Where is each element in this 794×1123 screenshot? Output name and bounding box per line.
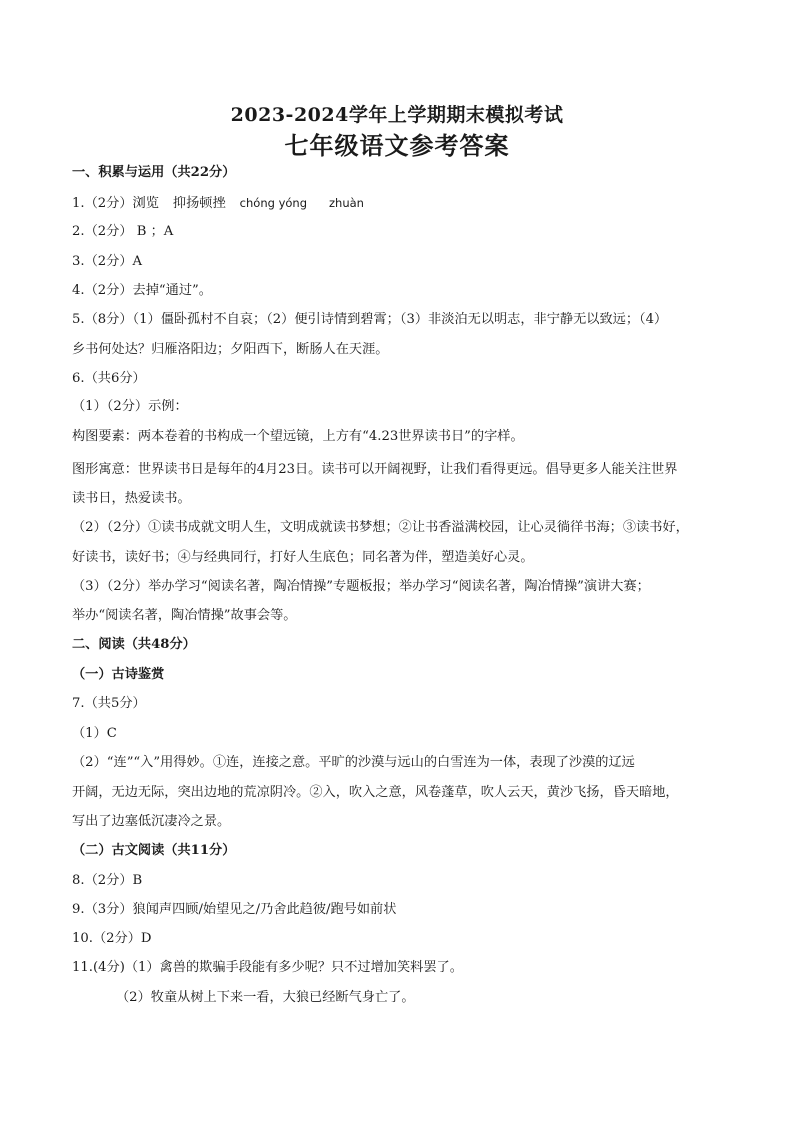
subsection-heading-poetry: （一）古诗鉴赏	[72, 667, 165, 682]
answer-q7: 7.（共5分）	[72, 696, 146, 711]
answer-q1	[72, 194, 732, 213]
answer-q5-line1: 5.（8分）（1）僵卧孤村不自哀；（2）便引诗情到碧霄；（3）非淡泊无以明志，非宁静无以致远；（4）	[72, 312, 668, 327]
answer-q1-pinyin1: chóng yóng	[239, 196, 307, 210]
answer-q6-1-meaning-line1: 图形寓意：世界读书日是每年的4月23日。读书可以开阔视野，让我们看得更远。倡导更多人能关注世界	[72, 462, 678, 477]
answer-q7-1: （1）C	[72, 726, 117, 741]
answer-q11-line2: （2）牧童从树上下来一看，大狼已经断气身亡了。	[116, 990, 415, 1005]
answer-q1-pinyin2: zhuàn	[329, 196, 364, 210]
answer-q10: 10.（2分）D	[72, 931, 152, 946]
section-heading-1: 一、积累与运用（共22分）	[72, 165, 236, 180]
answer-q9: 9.（3分）狼闻声四顾/始望见之/乃舍此趋彼/跑号如前状	[72, 902, 397, 917]
answer-q6-3-line1: （3）（2分）举办学习“阅读名著，陶冶情操”专题板报；举办学习“阅读名著，陶冶情操”演讲大赛；	[72, 579, 650, 594]
section-heading-2: 二、阅读（共48分）	[72, 637, 196, 652]
answer-q6-3-line2: 举办“阅读名著，陶冶情操”故事会等。	[72, 608, 297, 623]
answer-q7-2-line1: （2）“连”“入”用得妙。①连，连接之意。平旷的沙漠与远山的白雪连为一体，表现了沙漠的辽远	[72, 755, 635, 770]
answer-q6-1-meaning-line2: 读书日，热爱读书。	[72, 491, 191, 506]
answer-q6-1: （1）（2分）示例：	[72, 399, 188, 414]
answer-q6-2-line2: 好读书，读好书；④与经典同行，打好人生底色；同名著为伴，塑造美好心灵。	[72, 550, 534, 565]
answer-q8: 8.（2分）B	[72, 873, 143, 888]
answer-q6-2-line1: （2）（2分）①读书成就文明人生，文明成就读书梦想；②让书香溢满校园，让心灵徜徉书海；③读书好，	[72, 520, 689, 535]
document-title: 2023-2024学年上学期期末模拟考试	[230, 104, 564, 126]
answer-q6: 6.（共6分）	[72, 371, 146, 386]
answer-q5-line2: 乡书何处达？归雁洛阳边；夕阳西下，断肠人在天涯。	[72, 342, 389, 357]
answer-q1-word2: 抑扬顿挫	[172, 196, 226, 211]
answer-q11-line1: 11.(4分)（1）禽兽的欺骗手段能有多少呢？只不过增加笑料罢了。	[72, 960, 463, 975]
subsection-heading-classical: （二）古文阅读（共11分）	[72, 843, 236, 858]
answer-q7-2-line2: 开阔，无边无际，突出边地的荒凉阴冷。②入，吹入之意，风卷蓬草，吹人云天，黄沙飞扬，昏天暗地，	[72, 785, 679, 800]
document-subtitle: 七年级语文参考答案	[284, 131, 510, 160]
answer-q2: 2.（2分） B ；A	[72, 224, 174, 239]
answer-q7-2-line3: 写出了边塞低沉凄冷之景。	[72, 814, 231, 829]
answer-q4: 4.（2分）去掉“通过”。	[72, 283, 212, 298]
answer-q6-1-composition: 构图要素：两本卷着的书构成一个望远镜，上方有“4.23世界读书日”的字样。	[72, 429, 524, 444]
answer-q3: 3.（2分）A	[72, 254, 143, 269]
answer-q1-label: 1.（2分）浏览	[72, 196, 159, 211]
